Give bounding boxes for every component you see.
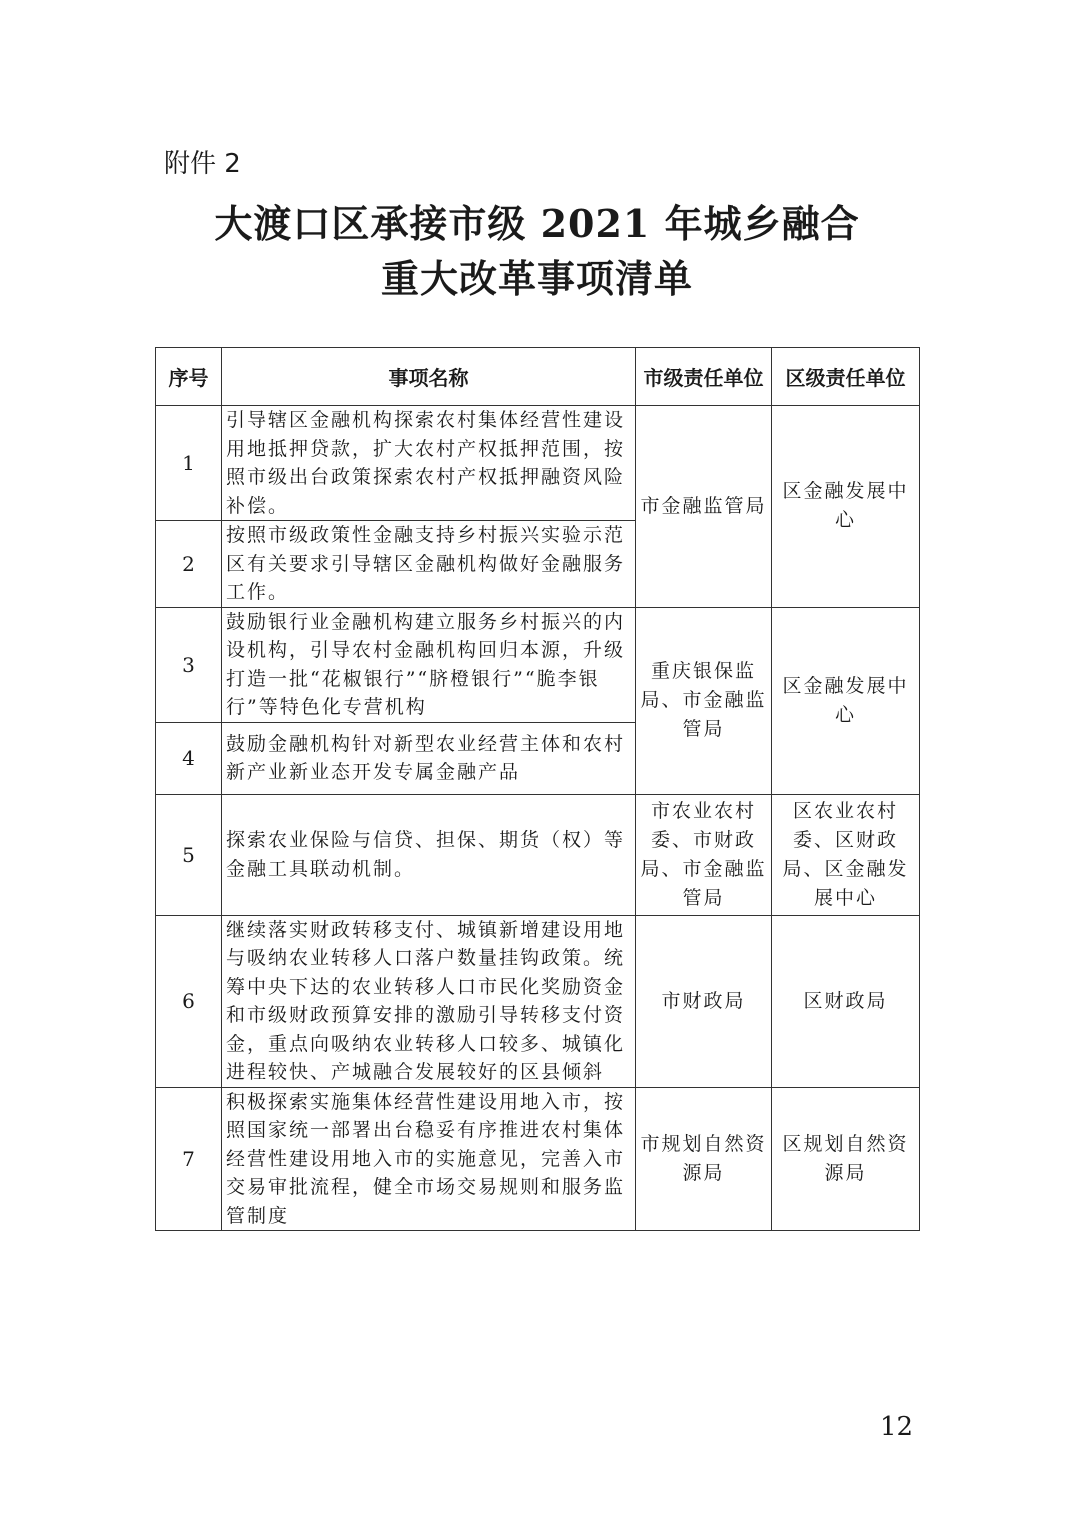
table-header-row <box>156 348 920 406</box>
city-responsible-unit: 重庆银保监局、市金融监管局 <box>636 607 772 794</box>
item-description: 鼓励金融机构针对新型农业经营主体和农村新产业新业态开发专属金融产品 <box>222 722 636 794</box>
row-number: 5 <box>156 794 222 915</box>
header-district-unit: 区级责任单位 <box>772 348 920 406</box>
city-responsible-unit: 市农业农村委、市财政局、市金融监管局 <box>636 794 772 915</box>
item-description: 积极探索实施集体经营性建设用地入市，按照国家统一部署出台稳妥有序推进农村集体经营性建设用地入市的实施意见，完善入市交易审批流程，健全市场交易规则和服务监管制度 <box>222 1087 636 1231</box>
table-row <box>156 794 920 915</box>
table-row <box>156 1087 920 1231</box>
reform-items-table <box>155 347 920 1231</box>
table-row <box>156 915 920 1087</box>
district-responsible-unit: 区农业农村委、区财政局、区金融发展中心 <box>772 794 920 915</box>
header-serial: 序号 <box>156 348 222 406</box>
item-description: 按照市级政策性金融支持乡村振兴实验示范区有关要求引导辖区金融机构做好金融服务工作。 <box>222 521 636 608</box>
document-title-line-1: 大渡口区承接市级 2021 年城乡融合 <box>214 201 860 246</box>
table-row <box>156 406 920 521</box>
item-description: 探索农业保险与信贷、担保、期货（权）等金融工具联动机制。 <box>222 794 636 915</box>
row-number: 6 <box>156 915 222 1087</box>
document-title-line-2: 重大改革事项清单 <box>380 256 693 301</box>
district-responsible-unit: 区规划自然资源局 <box>772 1087 920 1231</box>
header-city-unit: 市级责任单位 <box>636 348 772 406</box>
city-responsible-unit: 市规划自然资源局 <box>636 1087 772 1231</box>
row-number: 3 <box>156 607 222 722</box>
item-description: 鼓励银行业金融机构建立服务乡村振兴的内设机构，引导农村金融机构回归本源，升级打造一批“花椒银行”“脐橙银行”“脆李银行”等特色化专营机构 <box>222 607 636 722</box>
city-responsible-unit: 市金融监管局 <box>636 406 772 608</box>
header-item-name: 事项名称 <box>222 348 636 406</box>
item-description: 引导辖区金融机构探索农村集体经营性建设用地抵押贷款，扩大农村产权抵押范围，按照市级出台政策探索农村产权抵押融资风险补偿。 <box>222 406 636 521</box>
page-number: 12 <box>880 1412 914 1442</box>
attachment-label: 附件 2 <box>164 149 241 179</box>
district-responsible-unit: 区金融发展中心 <box>772 607 920 794</box>
table-row <box>156 607 920 722</box>
item-description: 继续落实财政转移支付、城镇新增建设用地与吸纳农业转移人口落户数量挂钩政策。统筹中央下达的农业转移人口市民化奖励资金和市级财政预算安排的激励引导转移支付资金，重点向吸纳农业转移人口较多、城镇化进程较快、产城融合发展较好的区县倾斜 <box>222 915 636 1087</box>
district-responsible-unit: 区财政局 <box>772 915 920 1087</box>
row-number: 7 <box>156 1087 222 1231</box>
row-number: 4 <box>156 722 222 794</box>
row-number: 2 <box>156 521 222 608</box>
city-responsible-unit: 市财政局 <box>636 915 772 1087</box>
row-number: 1 <box>156 406 222 521</box>
district-responsible-unit: 区金融发展中心 <box>772 406 920 608</box>
